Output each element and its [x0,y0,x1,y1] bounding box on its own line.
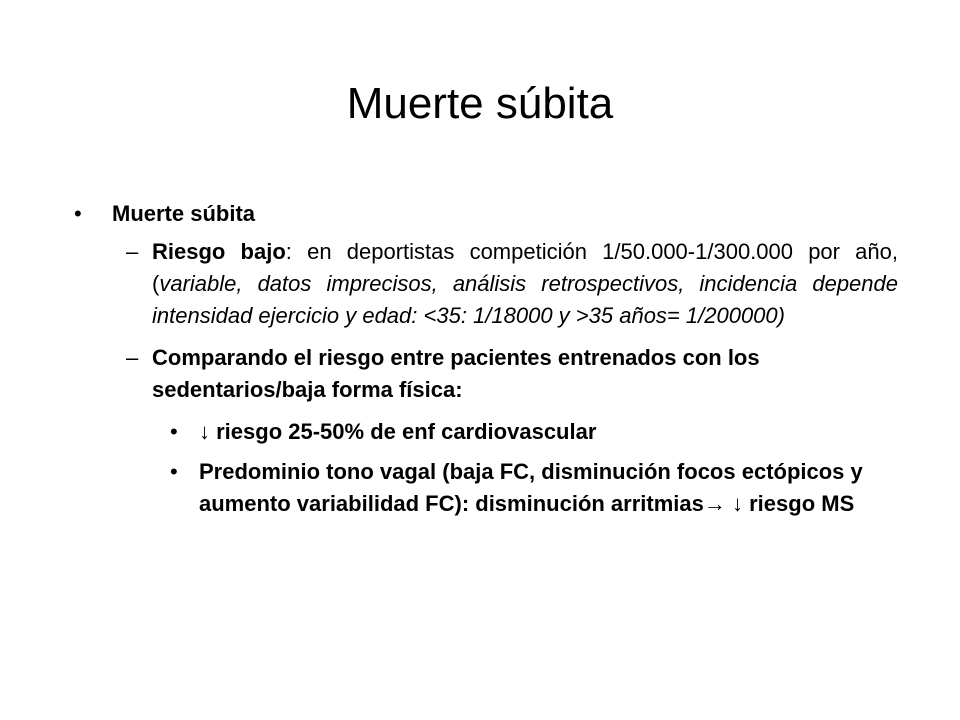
bullet-marker: • [170,459,178,484]
risk-text: : en deportistas competición 1/50.000-1/300.000 por año, ( [152,239,899,296]
bullet-muerte-subita [72,198,898,230]
dash-marker: – [126,239,139,264]
arrow-down-icon: ↓ [199,419,210,444]
slide-body [72,198,898,528]
dash-marker: – [126,345,139,370]
sub-bullet-riesgo-bajo [72,236,898,332]
bullet-marker: • [74,201,82,226]
sub2-text-a: Predominio tono vagal (baja FC, disminución focos ectópicos y aumento variabilidad FC): disminución arritmias [199,459,863,516]
bullet-marker: • [170,419,178,444]
sub1-text: riesgo 25-50% de enf cardiovascular [210,419,597,444]
sub-sub-bullet-predominio [72,456,898,520]
bullet-text: Muerte súbita [112,201,256,226]
slide-title: Muerte súbita [346,79,614,128]
risk-label: Riesgo bajo [152,239,286,264]
sub-sub-bullet-riesgo [72,416,898,448]
comparison-text: Comparando el riesgo entre pacientes entrenados con los sedentarios/baja forma física: [152,345,760,402]
arrow-right-icon: → [703,491,726,516]
risk-italic: variable, datos imprecisos, análisis retrospectivos, incidencia depende intensidad ejercicio y edad: <35: 1/18000 y >35 años= 1/200000) [152,271,898,328]
arrow-down-icon: ↓ [732,491,743,516]
sub2-text-b: riesgo MS [743,491,855,516]
sub-bullet-comparando [72,342,898,406]
